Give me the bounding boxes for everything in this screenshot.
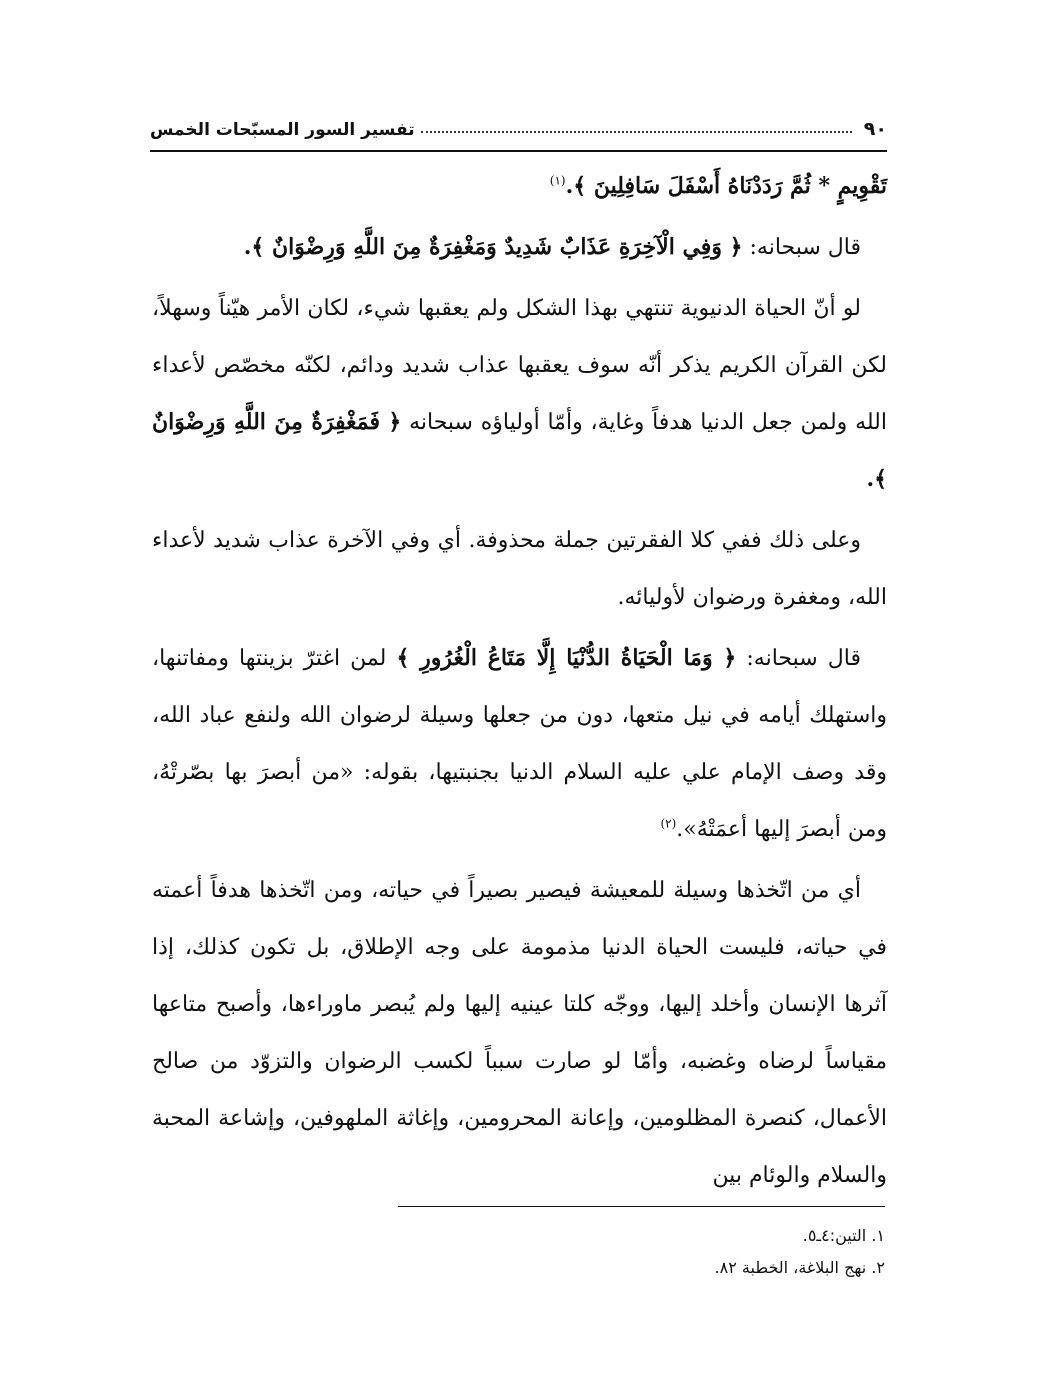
- book-title: تفسير السور المسبّحات الخمس: [150, 120, 415, 140]
- footnote-1: ١. التين:٤ـ٥.: [802, 1226, 885, 1245]
- page-number: ٩٠: [863, 118, 887, 140]
- paragraph-2: [152, 219, 887, 276]
- paragraph-text: وعلى ذلك ففي كلا الفقرتين جملة محذوفة. أي وفي الآخرة عذاب شديد لأعداء الله، ومغفرة ورضوان لأوليائه.: [152, 528, 887, 610]
- paragraph-1: [152, 158, 887, 215]
- header-rule: [150, 150, 887, 152]
- quran-verse: ﴿ فَمَغْفِرَةٌ مِنَ اللَّهِ وَرِضْوَانٌ ﴾.: [152, 409, 887, 492]
- running-header: [150, 104, 887, 140]
- header-leader-dots: [421, 131, 852, 133]
- paragraph-4: [152, 512, 887, 626]
- paragraph-6: [152, 862, 887, 1204]
- quran-verse: تَقْوِيمٍ * ثُمَّ رَدَدْنَاهُ أَسْفَلَ سَافِلِينَ ﴾.: [565, 173, 887, 199]
- quran-verse: ﴿ وَمَا الْحَيَاةُ الدُّنْيَا إِلَّا مَتَاعُ الْغُرُورِ ﴾: [396, 645, 737, 671]
- footnote-ref-1[interactable]: (١): [549, 173, 566, 188]
- paragraph-3: [152, 280, 887, 508]
- footnotes: [398, 1220, 885, 1284]
- paragraph-lead: قال سبحانه:: [736, 646, 861, 671]
- main-text: [152, 158, 887, 1208]
- footnote-2: ٢. نهج البلاغة، الخطبة ٨٢.: [714, 1258, 885, 1277]
- paragraph-text: أي من اتّخذها وسيلة للمعيشة فيصير بصيراً في حياته، ومن اتّخذها هدفاً أعمته في حياته، فليست الحياة الدنيا مذمومة على وجه الإطلاق، بل تكون كذلك، إذا آثرها الإنسان وأخلد إليها، ووجّه كلتا عينيه إليها ولم يُبصر ماوراءها، وأصبح متاعها مقياساً لرضاه وغضبه، وأمّا لو صارت سبباً لكسب الرضوان والتزوّد من صالح الأعمال، كنصرة المظلومين، وإعانة المحرومين، وإغاثة الملهوفين، وإشاعة المحبة والسلام والوئام بين: [152, 878, 887, 1188]
- footnote-rule: [398, 1206, 885, 1207]
- paragraph-text: لمن اغترّ بزينتها ومفاتنها، واستهلك أيامه في نيل متعها، دون من جعلها وسيلة لرضوان الله ولنفع عباد الله، وقد وصف الإمام علي عليه السلام الدنيا بجنبتيها، بقوله: «من أبصرَ بها بصّرتْهُ، ومن أبصرَ إليها أعمَتْهُ».: [152, 646, 887, 842]
- paragraph-5: [152, 630, 887, 858]
- quran-verse: ﴿ وَفِي الْآخِرَةِ عَذَابٌ شَدِيدٌ وَمَغْفِرَةٌ مِنَ اللَّهِ وَرِضْوَانٌ ﴾.: [243, 234, 743, 260]
- footnote-ref-2[interactable]: (٢): [660, 816, 677, 831]
- paragraph-lead: قال سبحانه:: [742, 235, 861, 260]
- paragraph-text: لو أنّ الحياة الدنيوية تنتهي بهذا الشكل ولم يعقبها شيء، لكان الأمر هيّناً وسهلاً، لكن القرآن الكريم يذكر أنّه سوف يعقبها عذاب شديد ودائم، لكنّه مخصّص لأعداء الله ولمن جعل الدنيا هدفاً وغاية، وأمّا أولياؤه سبحانه: [152, 296, 887, 435]
